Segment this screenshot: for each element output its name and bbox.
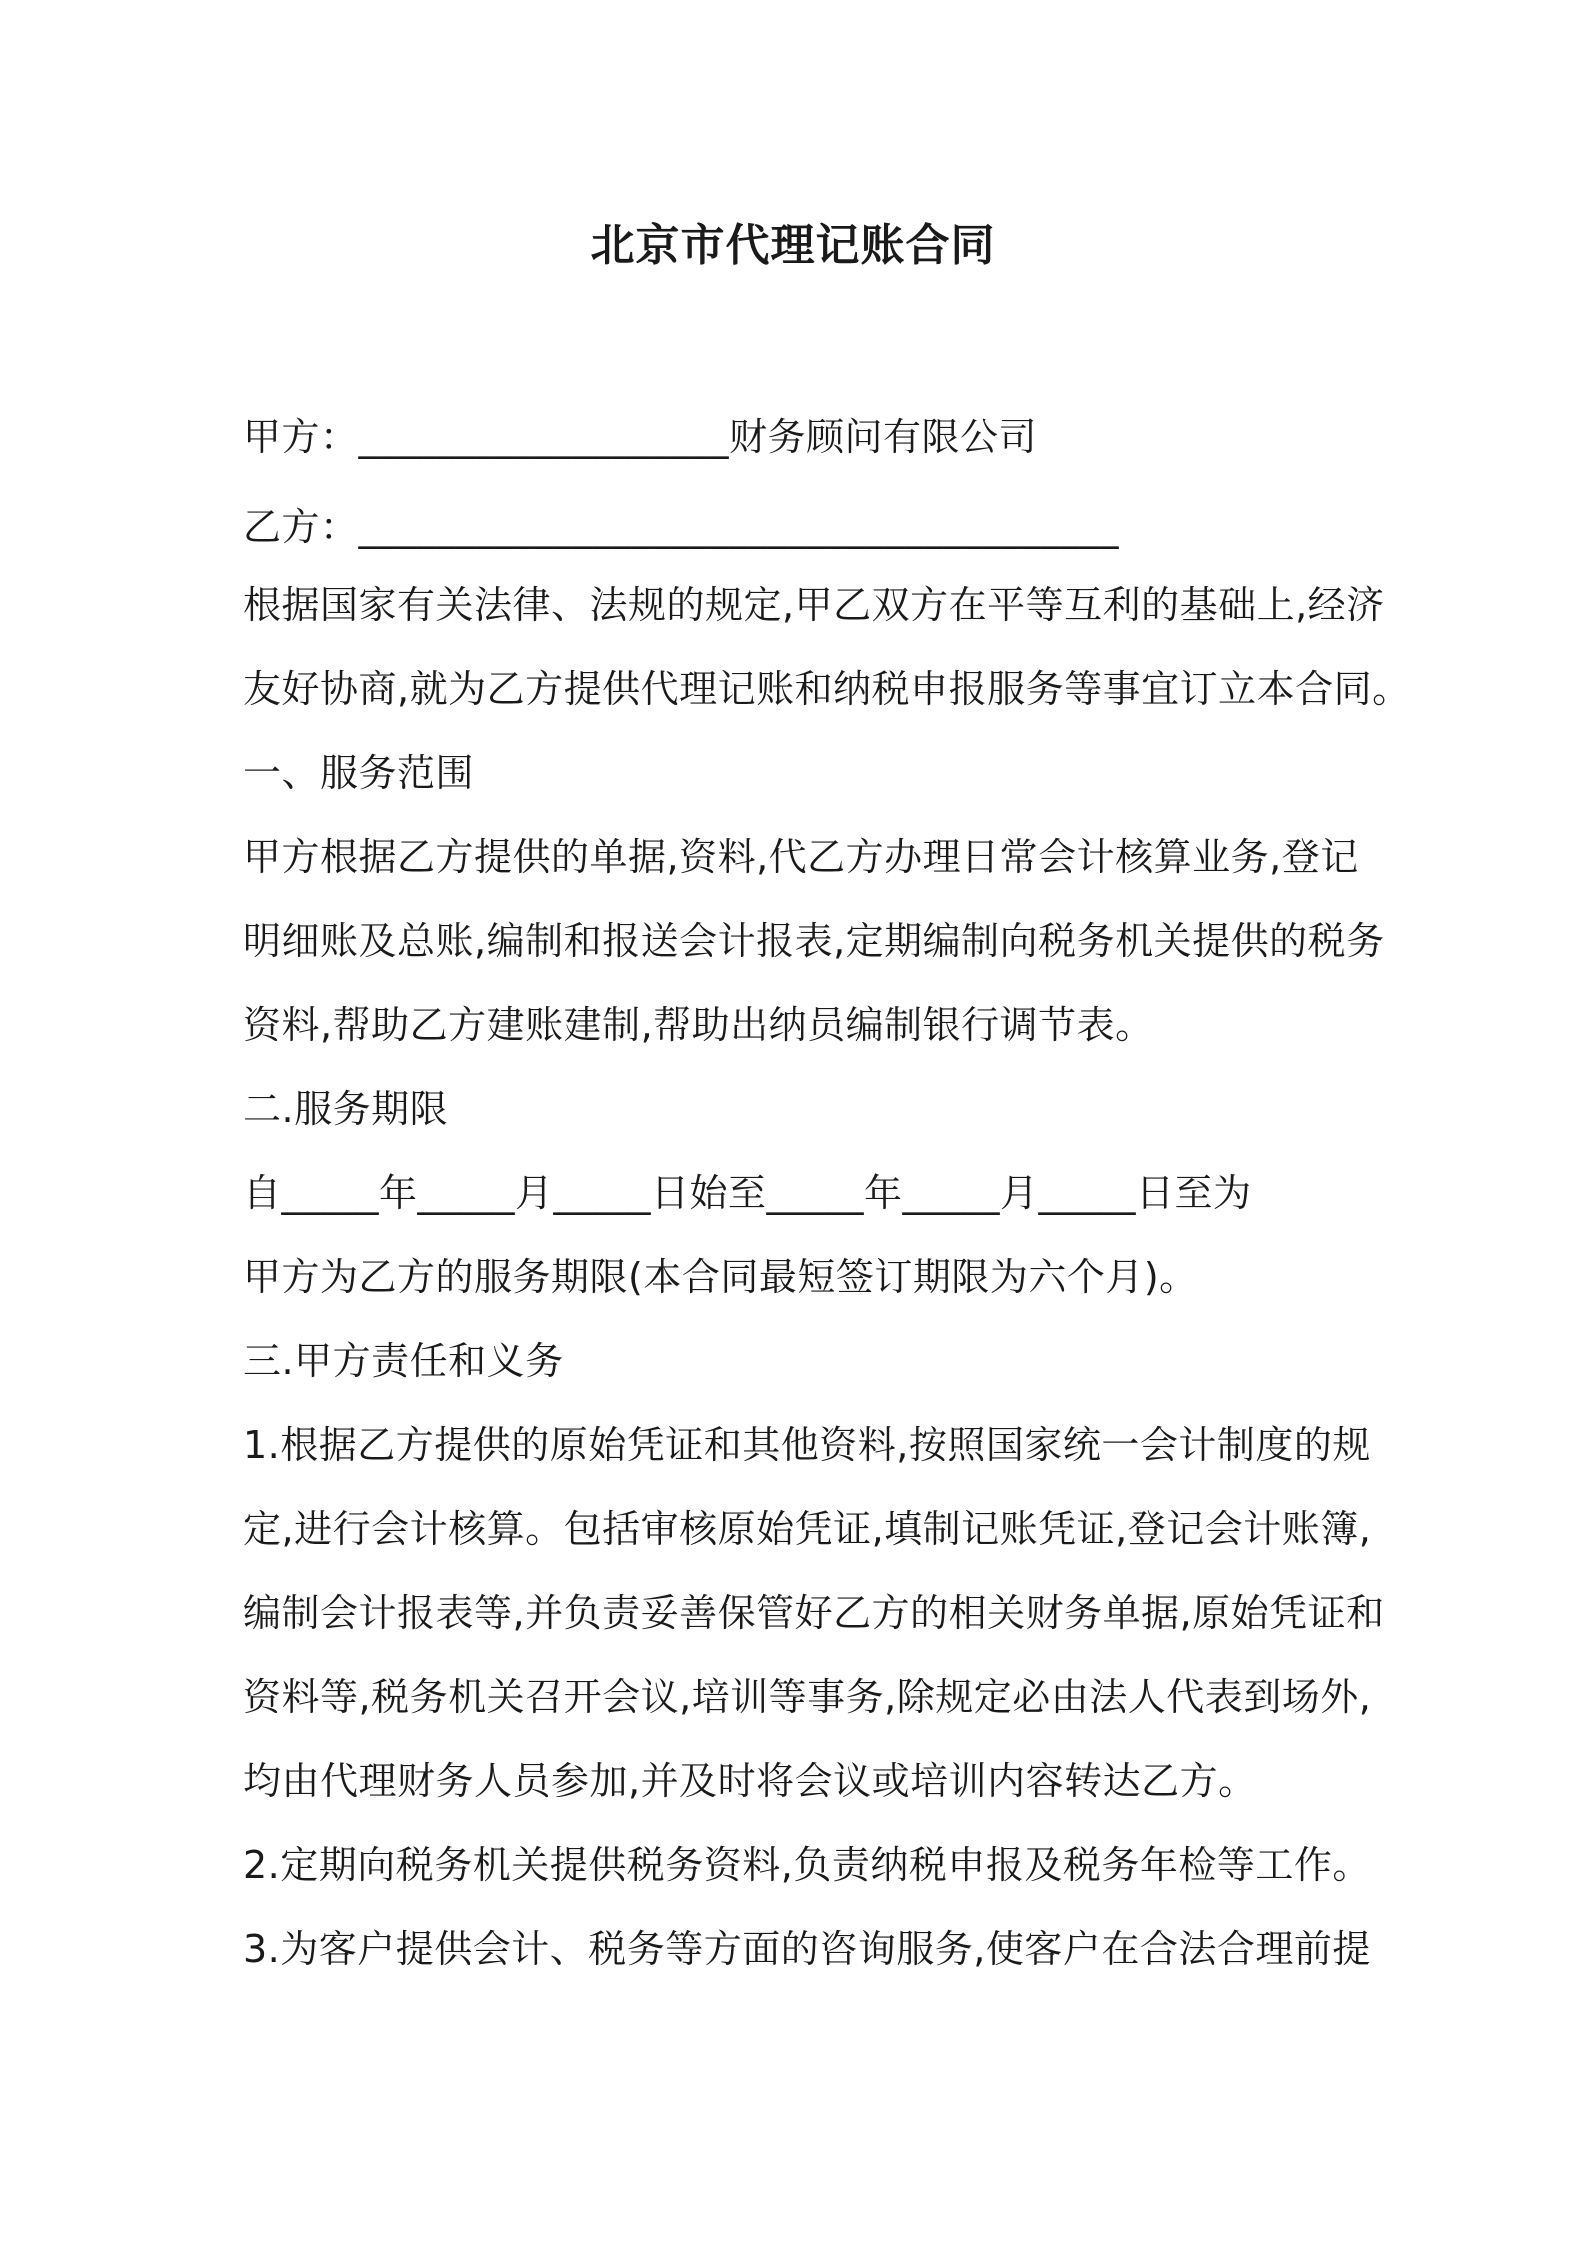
section-heading: 二.服务期限	[243, 1087, 449, 1131]
paragraph-line: 定,进行会计核算。包括审核原始凭证,填制记账凭证,登记会计账簿,	[243, 1507, 1372, 1551]
paragraph-line: 资料,帮助乙方建账建制,帮助出纳员编制银行调节表。	[243, 1003, 1154, 1047]
section-heading: 一、服务范围	[243, 751, 475, 795]
paragraph-line: 甲方根据乙方提供的单据,资料,代乙方办理日常会计核算业务,登记	[243, 835, 1359, 879]
paragraph-line: 根据国家有关法律、法规的规定,甲乙双方在平等互利的基础上,经济	[243, 583, 1385, 627]
paragraph-line: 自_____年_____月_____日始至_____年_____月_____日至为	[243, 1171, 1252, 1215]
paragraph-line: 明细账及总账,编制和报送会计报表,定期编制向税务机关提供的税务	[243, 919, 1385, 963]
paragraph-line: 编制会计报表等,并负责妥善保管好乙方的相关财务单据,原始凭证和	[243, 1591, 1385, 1635]
page-title: 北京市代理记账合同	[590, 220, 996, 271]
party-b-line: 乙方：_______________________________________	[243, 505, 1120, 549]
paragraph-line: 2.定期向税务机关提供税务资料,负责纳税申报及税务年检等工作。	[243, 1843, 1371, 1887]
section-heading: 三.甲方责任和义务	[243, 1339, 564, 1383]
paragraph-line: 1.根据乙方提供的原始凭证和其他资料,按照国家统一会计制度的规	[243, 1423, 1371, 1467]
party-a-line: 甲方：___________________财务顾问有限公司	[243, 415, 1038, 459]
paragraph-line: 甲方为乙方的服务期限(本合同最短签订期限为六个月)。	[243, 1255, 1198, 1299]
paragraph-line: 3.为客户提供会计、税务等方面的咨询服务,使客户在合法合理前提	[243, 1927, 1371, 1971]
paragraph-line: 友好协商,就为乙方提供代理记账和纳税申报服务等事宜订立本合同。	[243, 667, 1411, 711]
paragraph-line: 均由代理财务人员参加,并及时将会议或培训内容转达乙方。	[243, 1759, 1257, 1803]
paragraph-line: 资料等,税务机关召开会议,培训等事务,除规定必由法人代表到场外,	[243, 1675, 1372, 1719]
